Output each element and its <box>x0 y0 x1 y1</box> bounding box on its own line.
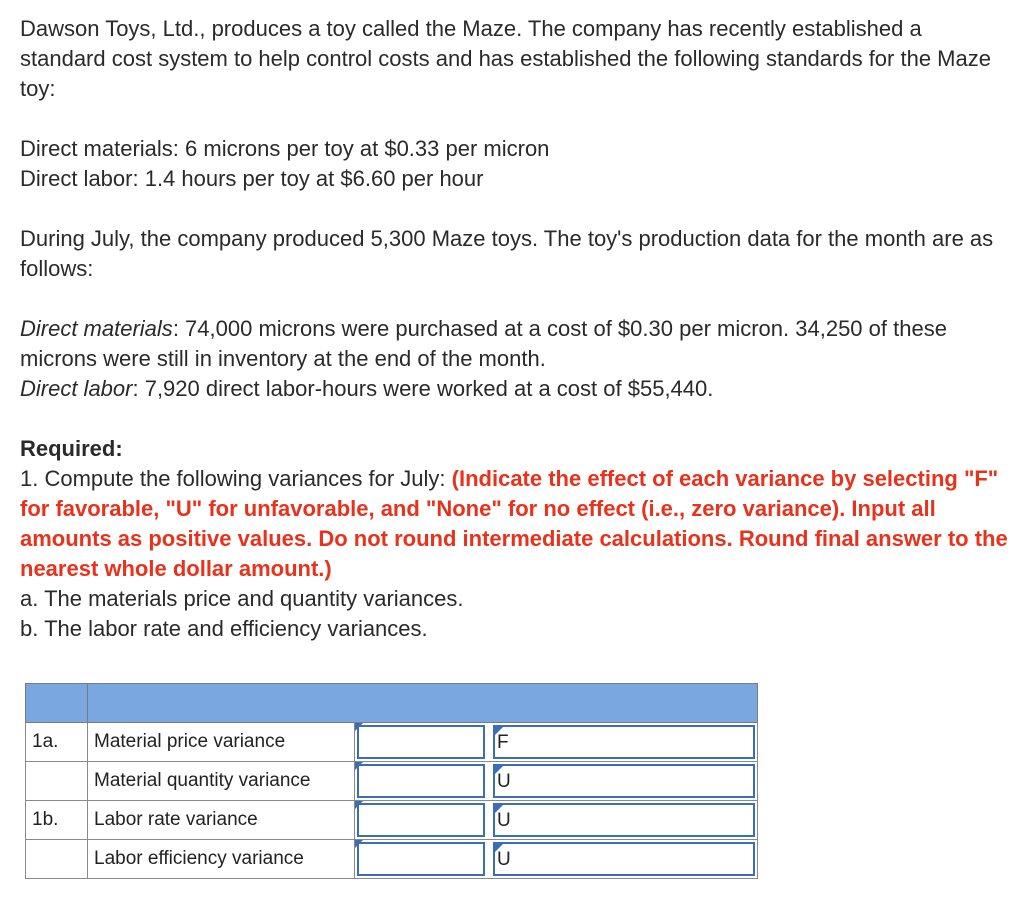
actual-labor <box>20 374 1010 404</box>
answer-table <box>25 683 758 879</box>
required-heading: Required: <box>20 436 123 461</box>
actual-materials <box>20 314 1010 374</box>
actual-labor-label: Direct labor <box>20 376 133 401</box>
instructions: (Indicate the effect of each variance by selecting "F" for favorable, "U" for unfavorable, and "None" for no effect (i.e., zero variance). Input all amounts as positive values. Do not round intermediate calculations. Round final answer to the nearest whole dollar amount.) <box>20 466 1008 581</box>
table-row <box>26 762 758 801</box>
row-label: 1b. <box>26 801 88 840</box>
effect-select[interactable] <box>493 803 755 837</box>
effect-select[interactable] <box>493 725 755 759</box>
amount-input[interactable] <box>357 803 485 837</box>
effect-select[interactable] <box>493 764 755 798</box>
row-label <box>26 762 88 801</box>
row-description: Labor rate variance <box>88 801 355 840</box>
actual-labor-text: : 7,920 direct labor-hours were worked at a cost of $55,440. <box>132 376 714 401</box>
question-b: b. The labor rate and efficiency variances. <box>20 616 428 641</box>
dropdown-marker-icon <box>355 801 363 809</box>
amount-cell <box>355 840 758 879</box>
row-description: Labor efficiency variance <box>88 840 355 879</box>
intro-paragraph: Dawson Toys, Ltd., produces a toy called the Maze. The company has recently established a standard cost system to help control costs and has established the following standards for the Maze toy: <box>20 16 991 101</box>
actual-materials-text: : 74,000 microns were purchased at a cost of $0.30 per micron. 34,250 of these microns were still in inventory at the end of the month. <box>20 316 947 371</box>
effect-value: U <box>497 771 511 792</box>
standard-materials: Direct materials: 6 microns per toy at $0.33 per micron <box>20 136 550 161</box>
amount-input[interactable] <box>357 764 485 798</box>
table-row <box>26 840 758 879</box>
row-label <box>26 840 88 879</box>
problem-statement <box>20 14 1010 644</box>
amount-cell <box>355 801 758 840</box>
row-label: 1a. <box>26 723 88 762</box>
row-description: Material price variance <box>88 723 355 762</box>
table-row <box>26 723 758 762</box>
dropdown-marker-icon <box>495 766 503 774</box>
effect-value: U <box>497 849 511 870</box>
dropdown-marker-icon <box>495 727 503 735</box>
header-cell <box>26 684 88 723</box>
amount-input[interactable] <box>357 725 485 759</box>
standard-labor: Direct labor: 1.4 hours per toy at $6.60 per hour <box>20 166 484 191</box>
effect-select[interactable] <box>493 842 755 876</box>
header-cell <box>88 684 758 723</box>
dropdown-marker-icon <box>355 723 363 731</box>
row-description: Material quantity variance <box>88 762 355 801</box>
effect-value: U <box>497 810 511 831</box>
dropdown-marker-icon <box>495 805 503 813</box>
table-row <box>26 801 758 840</box>
question-a: a. The materials price and quantity variances. <box>20 586 464 611</box>
july-intro: During July, the company produced 5,300 Maze toys. The toy's production data for the month are as follows: <box>20 226 994 281</box>
amount-cell <box>355 762 758 801</box>
dropdown-marker-icon <box>355 762 363 770</box>
question-1-prefix: 1. Compute the following variances for July: <box>20 466 452 491</box>
table-header-row <box>26 684 758 723</box>
amount-cell <box>355 723 758 762</box>
question-1 <box>20 464 1010 584</box>
actual-materials-label: Direct materials <box>20 316 173 341</box>
dropdown-marker-icon <box>355 840 363 848</box>
dropdown-marker-icon <box>495 844 503 852</box>
amount-input[interactable] <box>357 842 485 876</box>
effect-value: F <box>497 732 509 753</box>
